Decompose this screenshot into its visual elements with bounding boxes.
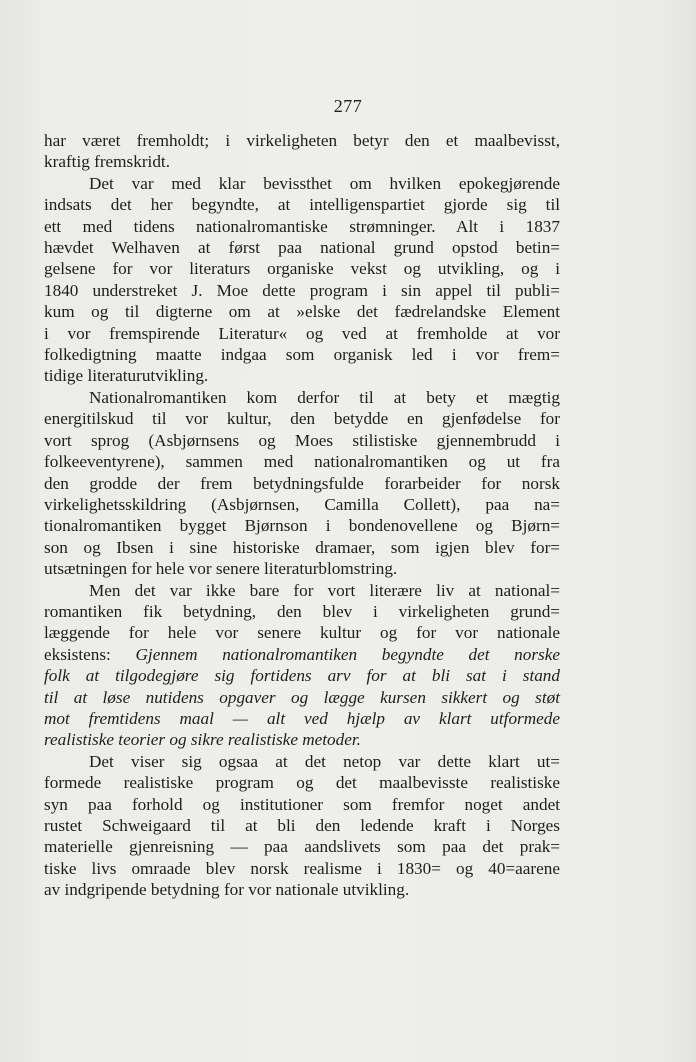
text-line: syn paa forhold og institutioner som fremfor noget andet [44,794,560,814]
text-line: rustet Schweigaard til at bli den ledende kraft i Norges [44,816,560,835]
text-line-mixed [44,644,560,665]
text-line: kum og til digterne om at »elske det fædrelandske Element [44,302,560,322]
text-line: av indgripende betydning for vor nationale utvikling. [44,880,410,900]
text-line: har været fremholdt; i virkeligheten betyr den et maalbevisst, [44,131,560,150]
text-line: Men det var ikke bare for vort literære liv at national= [89,580,560,600]
text-line: energitilskud til vor kultur, den betydde en gjenfødelse for [44,409,560,429]
italic-line: folk at tilgodegjøre sig fortidens arv for at bli sat i stand [44,666,560,686]
text-line: vort sprog (Asbjørnsens og Moes stilistiske gjennembrudd i [44,430,560,450]
text-line: utsætningen for hele vor senere literaturblomstring. [44,559,398,579]
italic-line: mot fremtidens maal — alt ved hjælp av klart utformede [44,708,560,728]
paragraph-5 [44,751,560,901]
text-line: tiske livs omraade blev norsk realisme i 1830= og 40=aarene [44,858,560,878]
body-text [44,130,560,901]
text-line: tidige literaturutvikling. [44,366,209,386]
roman-text: eksistens: [44,644,136,664]
italic-text: Gjennem nationalromantiken begyndte det norske [135,644,560,664]
text-line: indsats det her begyndte, at intelligenspartiet gjorde sig til [44,195,560,215]
text-line: Det viser sig ogsaa at det netop var dette klart ut= [89,751,560,771]
italic-line: til at løse nutidens opgaver og lægge kursen sikkert og støt [44,687,560,707]
paragraph-2 [44,173,560,387]
text-line: ett med tidens nationalromantiske strømninger. Alt i 1837 [44,216,560,236]
text-line: son og Ibsen i sine historiske dramaer, som igjen blev for= [44,537,560,557]
page-number: 277 [333,96,363,116]
text-line: Det var med klar bevissthet om hvilken epokegjørende [89,173,560,193]
text-line: kraftig fremskridt. [44,152,171,172]
text-line: i vor fremspirende Literatur« og ved at fremholde at vor [44,323,560,343]
italic-line: realistiske teorier og sikre realistiske metoder. [44,730,361,750]
text-line: virkelighetsskildring (Asbjørnsen, Camilla Collett), paa na= [44,494,560,514]
text-line: tionalromantiken bygget Bjørnson i bondenovellene og Bjørn= [44,516,560,536]
text-line: hævdet Welhaven at først paa national grund opstod betin= [44,238,560,258]
paragraph-3 [44,387,560,580]
text-line: romantiken fik betydning, den blev i virkeligheten grund= [44,601,560,621]
text-line: materielle gjenreisning — paa aandslivets som paa det prak= [44,837,560,857]
text-line: 1840 understreket J. Moe dette program i sin appel til publi= [44,280,560,300]
text-line: den grodde der frem betydningsfulde forarbeider for norsk [44,473,560,493]
text-line: Nationalromantiken kom derfor til at bety et mægtig [89,387,560,407]
paragraph-1 [44,130,560,173]
text-line: folkeeventyrene), sammen med nationalromantiken og ut fra [44,452,560,472]
text-line: formede realistiske program og det maalbevisste realistiske [44,773,560,793]
text-line: gelsene for vor literaturs organiske vekst og utvikling, og i [44,259,560,279]
text-line: folkedigtning maatte indgaa som organisk led i vor frem= [44,345,560,365]
text-line: læggende for hele vor senere kultur og for vor nationale [44,623,560,643]
paragraph-4 [44,580,560,751]
